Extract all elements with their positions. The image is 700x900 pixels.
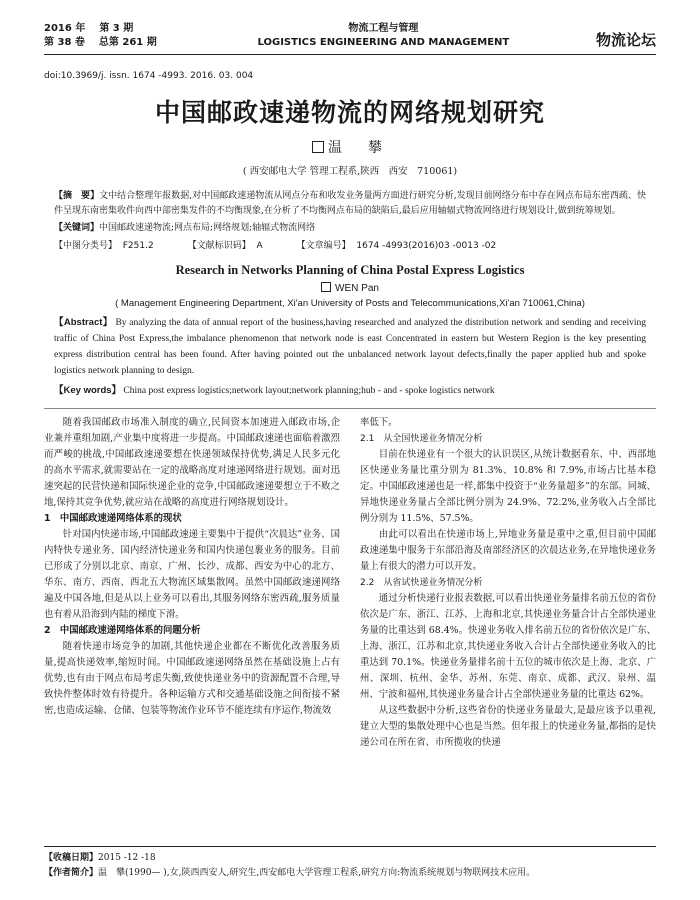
section-2-1-paragraph-2: 由此可以看出在快递市场上,异地业务量是重中之重,但目前中国邮政速递集中服务于东部沿海及南部经济区的次晨达业务,在异地快递业务量上有很大的潜力可以开发。 <box>360 529 656 572</box>
bio-label: 【作者简介】 <box>44 868 99 878</box>
author-en-line <box>44 282 656 294</box>
footnote <box>44 846 656 881</box>
abstract-cn <box>54 189 646 219</box>
issue-info <box>44 22 171 50</box>
left-column <box>44 415 340 751</box>
year: 2016 年 <box>44 23 86 34</box>
issue: 第 3 期 <box>99 23 134 34</box>
keywords-en-text: China post express logistics;network layout;network planning;hub - and - spoke logistics network <box>123 386 495 396</box>
keywords-cn-label: 【关键词】 <box>54 223 100 233</box>
author-bio: 温 攀(1990— ),女,陕西西安人,研究生,西安邮电大学管理工程系,研究方向:物流系统规划与物联网技术应用。 <box>98 868 536 878</box>
affiliation-cn: ( 西安邮电大学 管理工程系,陕西 西安 710061) <box>242 166 458 177</box>
keywords-cn <box>54 221 646 236</box>
right-column <box>360 415 656 751</box>
keywords-en <box>54 382 646 396</box>
abstract-en-label: 【Abstract】 <box>54 317 113 328</box>
section-2-paragraph: 随着快递市场竞争的加剧,其他快递企业都在不断优化改善服务质量,提高快递效率,缩短时间。中国邮政速递网络虽然在基础设施上占有优势,也有由于网点布局考虑失衡,致使快递业务中的资源配置不合理,导致快件整体时效有待提升。各种运输方式和交通基础设施之间衔接不紧密,也造成运输、仓储、包装等物流作业环节不能连续有序运作,物流效 <box>44 641 340 716</box>
abstract-cn-text: 文中结合整理年报数据,对中国邮政速递物流从网点分布和收发业务量两方面进行研究分析,发现目前网络分布中存在网点布局东密西疏、快件呈现东南密集收件向西中部密集发件的不均衡现象,在分析了不均衡网点布局的缺陷后,最后应用轴辐式物流网络进行规划设计,做到统筹规划。 <box>54 191 646 216</box>
article-no-value: 1674 -4993(2016)03 -0013 -02 <box>356 241 497 251</box>
author-cn-line <box>44 137 656 157</box>
clc-value: F251.2 <box>122 241 154 251</box>
journal-name <box>257 22 509 50</box>
doi: doi:10.3969/j. issn. 1674 -4993. 2016. 03. 004 <box>44 71 254 81</box>
section-name: 物流论坛 <box>595 31 656 49</box>
total-issue: 总第 261 期 <box>98 37 157 48</box>
author-cn: 温 攀 <box>328 140 388 156</box>
volume: 第 38 卷 <box>44 37 85 48</box>
square-icon <box>321 282 331 292</box>
section-2-2-paragraph-2: 从这些数据中分析,这些省份的快递业务量最大,是最应该予以重视,建立大型的集散处理中心也是当然。但年报上的快递业务量,都指的是快递公司在所在省、市所揽收的快递 <box>360 705 656 748</box>
abstract-en <box>54 315 646 379</box>
journal-name-cn: 物流工程与管理 <box>348 23 419 34</box>
section-2-continued: 率低下。 <box>360 417 398 428</box>
keywords-en-label: 【Key words】 <box>54 385 122 396</box>
body-columns <box>44 408 656 751</box>
section-1-heading: 1 中国邮政速递网络体系的现状 <box>44 513 182 524</box>
article-no-label: 【文章编号】 <box>296 241 351 251</box>
keywords-cn-text: 中国邮政速递物流;网点布局;网络规划;轴辐式物流网络 <box>99 223 316 233</box>
square-icon <box>312 141 324 153</box>
doc-code-value: A <box>256 241 263 251</box>
clc-label: 【中图分类号】 <box>54 241 118 251</box>
section-2-2-paragraph: 通过分析快递行业报表数据,可以看出快递业务量排名前五位的省份依次是广东、浙江、江苏、上海和北京,其快递业务量合计占全部快递业务量的比重达到 68.4%。快递业务收入排名前五位的省份依次是广东、上海、浙江、江苏和北京,其快递业务收入合计占全部快递业务收入的比重达到 70.1%。快递业务量排名前十五位的城市依次是上海、北京、广州、深圳、杭州、金华、苏州、东莞、南京、成都、武汉、泉州、温州、宁波和福州,其快递业务量合计占全部快递业务量的比重达 62%。 <box>360 593 656 700</box>
section-2-2-heading: 2.2 从省试快递业务情况分析 <box>360 578 483 588</box>
doc-code-label: 【文献标识码】 <box>187 241 251 251</box>
title-en: Research in Networks Planning of China Postal Express Logistics <box>175 263 525 277</box>
section-2-heading: 2 中国邮政速递网络体系的问题分析 <box>44 625 201 636</box>
running-header <box>44 22 656 55</box>
abstract-cn-label: 【摘 要】 <box>54 191 100 201</box>
received-label: 【收稿日期】 <box>44 853 99 863</box>
title-cn: 中国邮政速递物流的网络规划研究 <box>154 98 545 127</box>
section-1-paragraph: 针对国内快递市场,中国邮政速递主要集中于提供“次晨达”业务、国内特快专递业务、国内经济快递业务和国内快递包裹业务的服务。目前已形成了分别以北京、南京、广州、长沙、成都、西安为中心的北方、华东、南方、西南、西北五大物流区域集散网。虽然中国邮政速递网络遍及中国各地,但是从以上业务可以看出,其服务网络东密西疏,服务质量也有着从沿海到内陆的梯度下滑。 <box>44 529 340 620</box>
affiliation-en: ( Management Engineering Department, Xi'an University of Posts and Telecommunications,Xi'an 710061,China) <box>115 298 585 309</box>
section-2-1-paragraph: 目前在快递业有一个很大的认识误区,从统计数据看东、中、西部地区快递业务量比重分别为 81.3%、10.8% 和 7.9%,市场占比基本稳定。中国邮政速递也是一样,都集中投资于“业务量超多”的东部。同城、异地快递业务量占全部比例分别为 24.9%、72.2%,业务收入占全部比例分别为 11.5%、57.5%。 <box>360 449 656 524</box>
received-date: 2015 -12 -18 <box>98 853 156 863</box>
classification-row <box>54 238 646 251</box>
section-2-1-heading: 2.1 从全国快递业务情况分析 <box>360 434 483 444</box>
intro-paragraph: 随着我国邮政市场准入制度的确立,民间资本加速进入邮政市场,企业兼并重组加剧,产业集中度将进一步提高。中国邮政速递也面临着激烈而严峻的挑战,中国邮政速递要想在快递领域保持优势,满足人民多元化的高水平需求,就需要站在一定的战略高度对速递网络进行规划。面对迅速突起的民营快递和国际快递企业的竞争,中国邮政速递要想立于不败之地,保持其竞争优势,就应站在战略的高度进行网络规划设计。 <box>44 417 340 508</box>
author-en: WEN Pan <box>335 283 379 294</box>
journal-name-en: LOGISTICS ENGINEERING AND MANAGEMENT <box>257 37 510 48</box>
abstract-en-text: By analyzing the data of annual report of the business,having researched and analyzed the distribution network and sending and receiving traffic of China Post Express,the imbalance phenomenon that network node is east Concentrated in eastern but Western Region is the key presenting express distribution central has been found. After having pointed out the unbalanced network layout defects,finally the paper applied hub and spoke logistics network planning to design. <box>54 318 647 376</box>
